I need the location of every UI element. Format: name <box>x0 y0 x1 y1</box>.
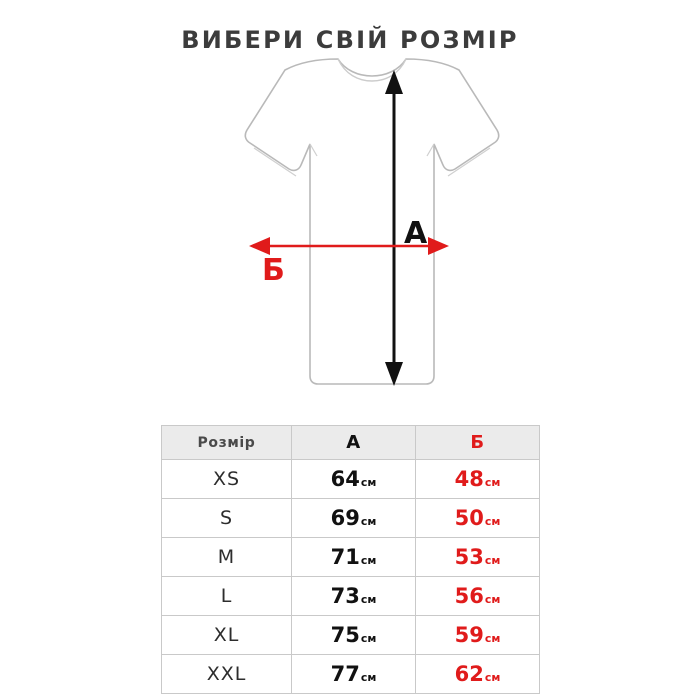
table-row <box>162 655 540 694</box>
value-a-number: 71 <box>330 545 360 569</box>
unit-label: см <box>360 593 377 606</box>
value-b-number: 53 <box>454 545 484 569</box>
value-b-number: 56 <box>454 584 484 608</box>
unit-label: см <box>360 476 377 489</box>
table-row <box>162 538 540 577</box>
cell-value-b <box>416 616 540 655</box>
value-b-number: 50 <box>454 506 484 530</box>
header-size: Розмір <box>162 426 292 460</box>
unit-label: см <box>484 593 501 606</box>
cell-value-a <box>292 538 416 577</box>
table-header-row <box>162 426 540 460</box>
unit-label: см <box>484 554 501 567</box>
value-a-number: 73 <box>330 584 360 608</box>
unit-label: см <box>360 632 377 645</box>
measurement-label-b: Б <box>262 253 285 288</box>
t-shirt-outline <box>245 59 498 384</box>
header-b: Б <box>416 426 540 460</box>
size-table-wrapper <box>161 425 539 694</box>
unit-label: см <box>360 515 377 528</box>
cell-value-b <box>416 460 540 499</box>
cell-value-a <box>292 499 416 538</box>
table-row <box>162 499 540 538</box>
value-b-number: 59 <box>454 623 484 647</box>
cell-size: XXL <box>162 655 292 694</box>
value-b-number: 48 <box>454 467 484 491</box>
header-a: А <box>292 426 416 460</box>
cell-value-a <box>292 616 416 655</box>
value-a-number: 64 <box>330 467 360 491</box>
cell-size: XL <box>162 616 292 655</box>
unit-label: см <box>360 671 377 684</box>
cell-size: XS <box>162 460 292 499</box>
size-table-head <box>162 426 540 460</box>
unit-label: см <box>484 632 501 645</box>
cell-value-b <box>416 499 540 538</box>
cell-value-a <box>292 655 416 694</box>
measurement-label-a: А <box>404 216 428 251</box>
unit-label: см <box>484 515 501 528</box>
cell-size: S <box>162 499 292 538</box>
shirt-diagram <box>0 56 700 406</box>
cell-value-b <box>416 577 540 616</box>
table-row <box>162 616 540 655</box>
table-row <box>162 577 540 616</box>
cell-value-b <box>416 655 540 694</box>
page-title: ВИБЕРИ СВІЙ РОЗМІР <box>181 26 519 54</box>
size-table <box>161 425 540 694</box>
unit-label: см <box>484 476 501 489</box>
cell-value-a <box>292 460 416 499</box>
value-b-number: 62 <box>454 662 484 686</box>
value-a-number: 77 <box>330 662 360 686</box>
table-row <box>162 460 540 499</box>
unit-label: см <box>360 554 377 567</box>
value-a-number: 69 <box>330 506 360 530</box>
cell-size: L <box>162 577 292 616</box>
unit-label: см <box>484 671 501 684</box>
size-table-body <box>162 460 540 694</box>
cell-value-b <box>416 538 540 577</box>
cell-size: M <box>162 538 292 577</box>
cell-value-a <box>292 577 416 616</box>
value-a-number: 75 <box>330 623 360 647</box>
